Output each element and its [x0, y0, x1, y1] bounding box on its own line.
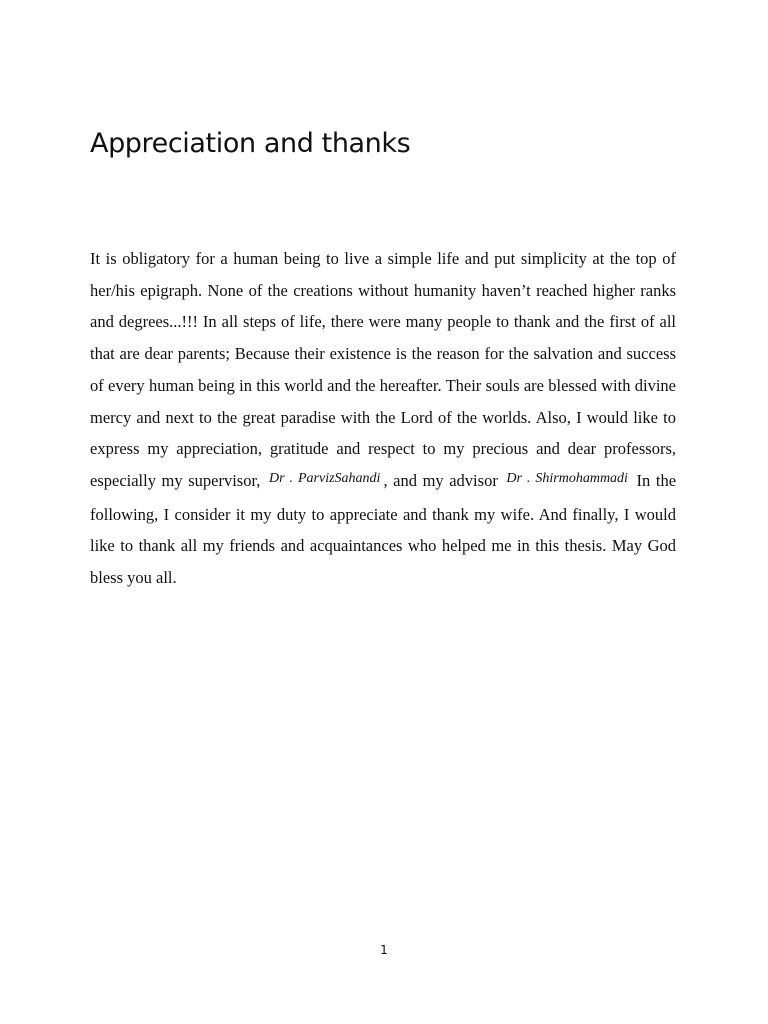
- page-heading: Appreciation and thanks: [90, 128, 411, 159]
- paragraph-text-part1: It is obligatory for a human being to live a simple life and put simplicity at the top of her/his epigraph. None of the creations without humanity haven’t reached higher ranks and degrees...!!! In all steps of life, there were many people to thank and the first of all that are dear parents; Because their existence is the reason for the salvation and success of every human being in this world and the hereafter. Their souls are blessed with divine mercy and next to the great paradise with the Lord of the worlds. Also, I would like to express my appreciation, gratitude and respect to my precious and dear professors, especially my supervisor,: [90, 249, 676, 490]
- paragraph-text-part2: , and my advisor: [383, 470, 498, 490]
- acknowledgement-paragraph: [90, 243, 676, 594]
- paragraph-text-part3: In the following, I consider it my duty to appreciate and thank my wife. And finally, I would like to thank all my friends and acquaintances who helped me in this thesis. May God bless you all.: [90, 470, 677, 588]
- page-number: 1: [380, 943, 388, 957]
- supervisor-name: Dr . ParvizSahandi: [269, 470, 381, 486]
- advisor-name: Dr . Shirmohammadi: [506, 470, 628, 486]
